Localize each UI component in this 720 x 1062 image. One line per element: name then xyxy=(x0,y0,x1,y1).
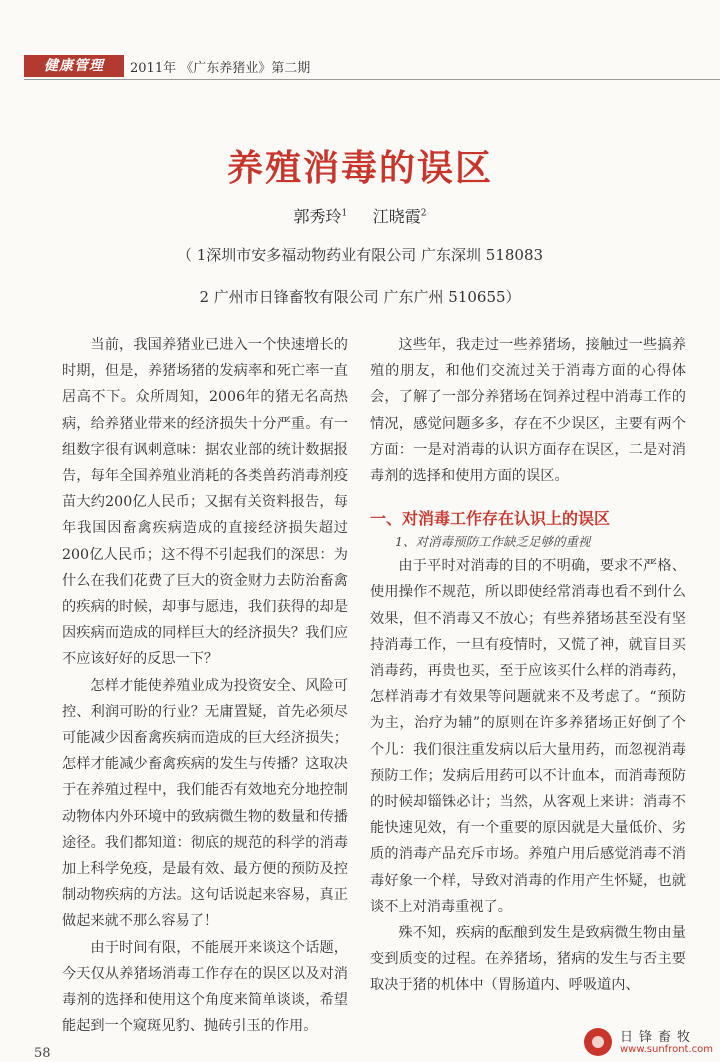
paragraph: 由于平时对消毒的目的不明确，要求不严格、使用操作不规范，所以即使经常消毒也看不到什么效果，但不消毒又不放心；有些养猪场甚至没有坚持消毒工作，一旦有疫情时，又慌了神，就盲目买消毒药，再贵也买，至于应该买什么样的消毒药，怎样消毒才有效果等问题就来不及考虑了。“预防为主，治疗为辅”的原则在许多养猪场正好倒了个个儿：我们很注重发病以后大量用药，而忽视消毒预防工作；发病后用药可以不计血本，而消毒预防的时候却锱铢必计；当然，从客观上来讲：消毒不能快速见效，有一个重要的原因就是大量低价、劣质的消毒产品充斥市场。养殖户用后感觉消毒不消毒好象一个样，导致对消毒的作用产生怀疑，也就谈不上对消毒重视了。 xyxy=(370,558,686,915)
right-column xyxy=(370,332,686,999)
publisher-logo xyxy=(584,1024,714,1060)
paragraph: 这些年，我走过一些养猪场，接触过一些搞养殖的朋友，和他们交流过关于消毒方面的心得体会，了解了一部分养猪场在饲养过程中消毒工作的情况，感觉问题多多，存在不少误区，主要有两个方面：一是对消毒的认识方面存在误区，二是对消毒剂的选择和使用方面的误区。 xyxy=(370,337,686,485)
author-1: 郭秀玲 xyxy=(293,207,342,226)
page-header xyxy=(24,55,720,79)
paragraph: 殊不知，疾病的酝酿到发生是致病微生物由量变到质变的过程。在养猪场，猪病的发生与否主要取决于猪的机体中（胃肠道内、呼吸道内、 xyxy=(370,925,686,994)
author-2-sup: 2 xyxy=(420,208,427,219)
journal-issue: 2011年 《广东养猪业》第二期 xyxy=(130,61,311,76)
paragraph: 当前，我国养猪业已进入一个快速增长的时期，但是，养猪场猪的发病率和死亡率一直居高不下。众所周知，2006年的猪无名高热病，给养猪业带来的经济损失十分严重。有一组数字很有讽刺意味：据农业部的统计数据报告，每年全国养殖业消耗的各类兽药消毒剂疫苗大约200亿人民币；又据有关资料报告，每年我国因畜禽疾病造成的直接经济损失超过200亿人民币；这不得不引起我们的深思：为什么在我们花费了巨大的资金财力去防治畜禽的疾病的时候，却事与愿违，我们获得的却是因疾病而造成的同样巨大的经济损失？我们应不应该好好的反思一下？ xyxy=(62,337,348,668)
authors xyxy=(0,204,720,227)
author-1-sup: 1 xyxy=(341,208,348,219)
header-divider xyxy=(24,79,720,80)
paragraph: 由于时间有限，不能展开来谈这个话题，今天仅从养猪场消毒工作存在的误区以及对消毒剂的选择和使用这个角度来简单谈谈，希望能起到一个窥斑见豹、抛砖引玉的作用。 xyxy=(62,939,348,1035)
article-title: 养殖消毒的误区 xyxy=(226,147,493,189)
affiliation-1: （ 1深圳市安多福动物药业有限公司 广东深圳 518083 xyxy=(176,246,544,264)
left-column xyxy=(62,332,348,1039)
logo-text: 日锋畜牧 xyxy=(620,1030,697,1045)
section-tag: 健康管理 xyxy=(24,55,124,77)
author-2: 江晓霞 xyxy=(372,207,421,226)
logo-url: www.sunfront.com xyxy=(620,1044,714,1055)
affiliation-2: 2 广州市日锋畜牧有限公司 广东广州 510655） xyxy=(199,288,521,306)
page-number: 58 xyxy=(34,1046,51,1061)
section-heading: 一、对消毒工作存在认识上的误区 xyxy=(370,509,611,529)
paragraph: 怎样才能使养殖业成为投资安全、风险可控、利润可盼的行业？无庸置疑，首先必须尽可能减少因畜禽疾病而造成的巨大经济损失；怎样才能减少畜禽疾病的发生与传播？这取决于在养殖过程中，我们能否有效地充分地控制动物体内外环境中的致病微生物的数量和传播途径。我们都知道：彻底的规范的科学的消毒加上科学免疫，是最有效、最方便的预防及控制动物疾病的方法。这句话说起来容易，真正做起来就不那么容易了！ xyxy=(62,677,348,930)
subsection-heading: 1、对消毒预防工作缺乏足够的重视 xyxy=(395,534,591,550)
logo-mark-icon xyxy=(584,1028,612,1056)
